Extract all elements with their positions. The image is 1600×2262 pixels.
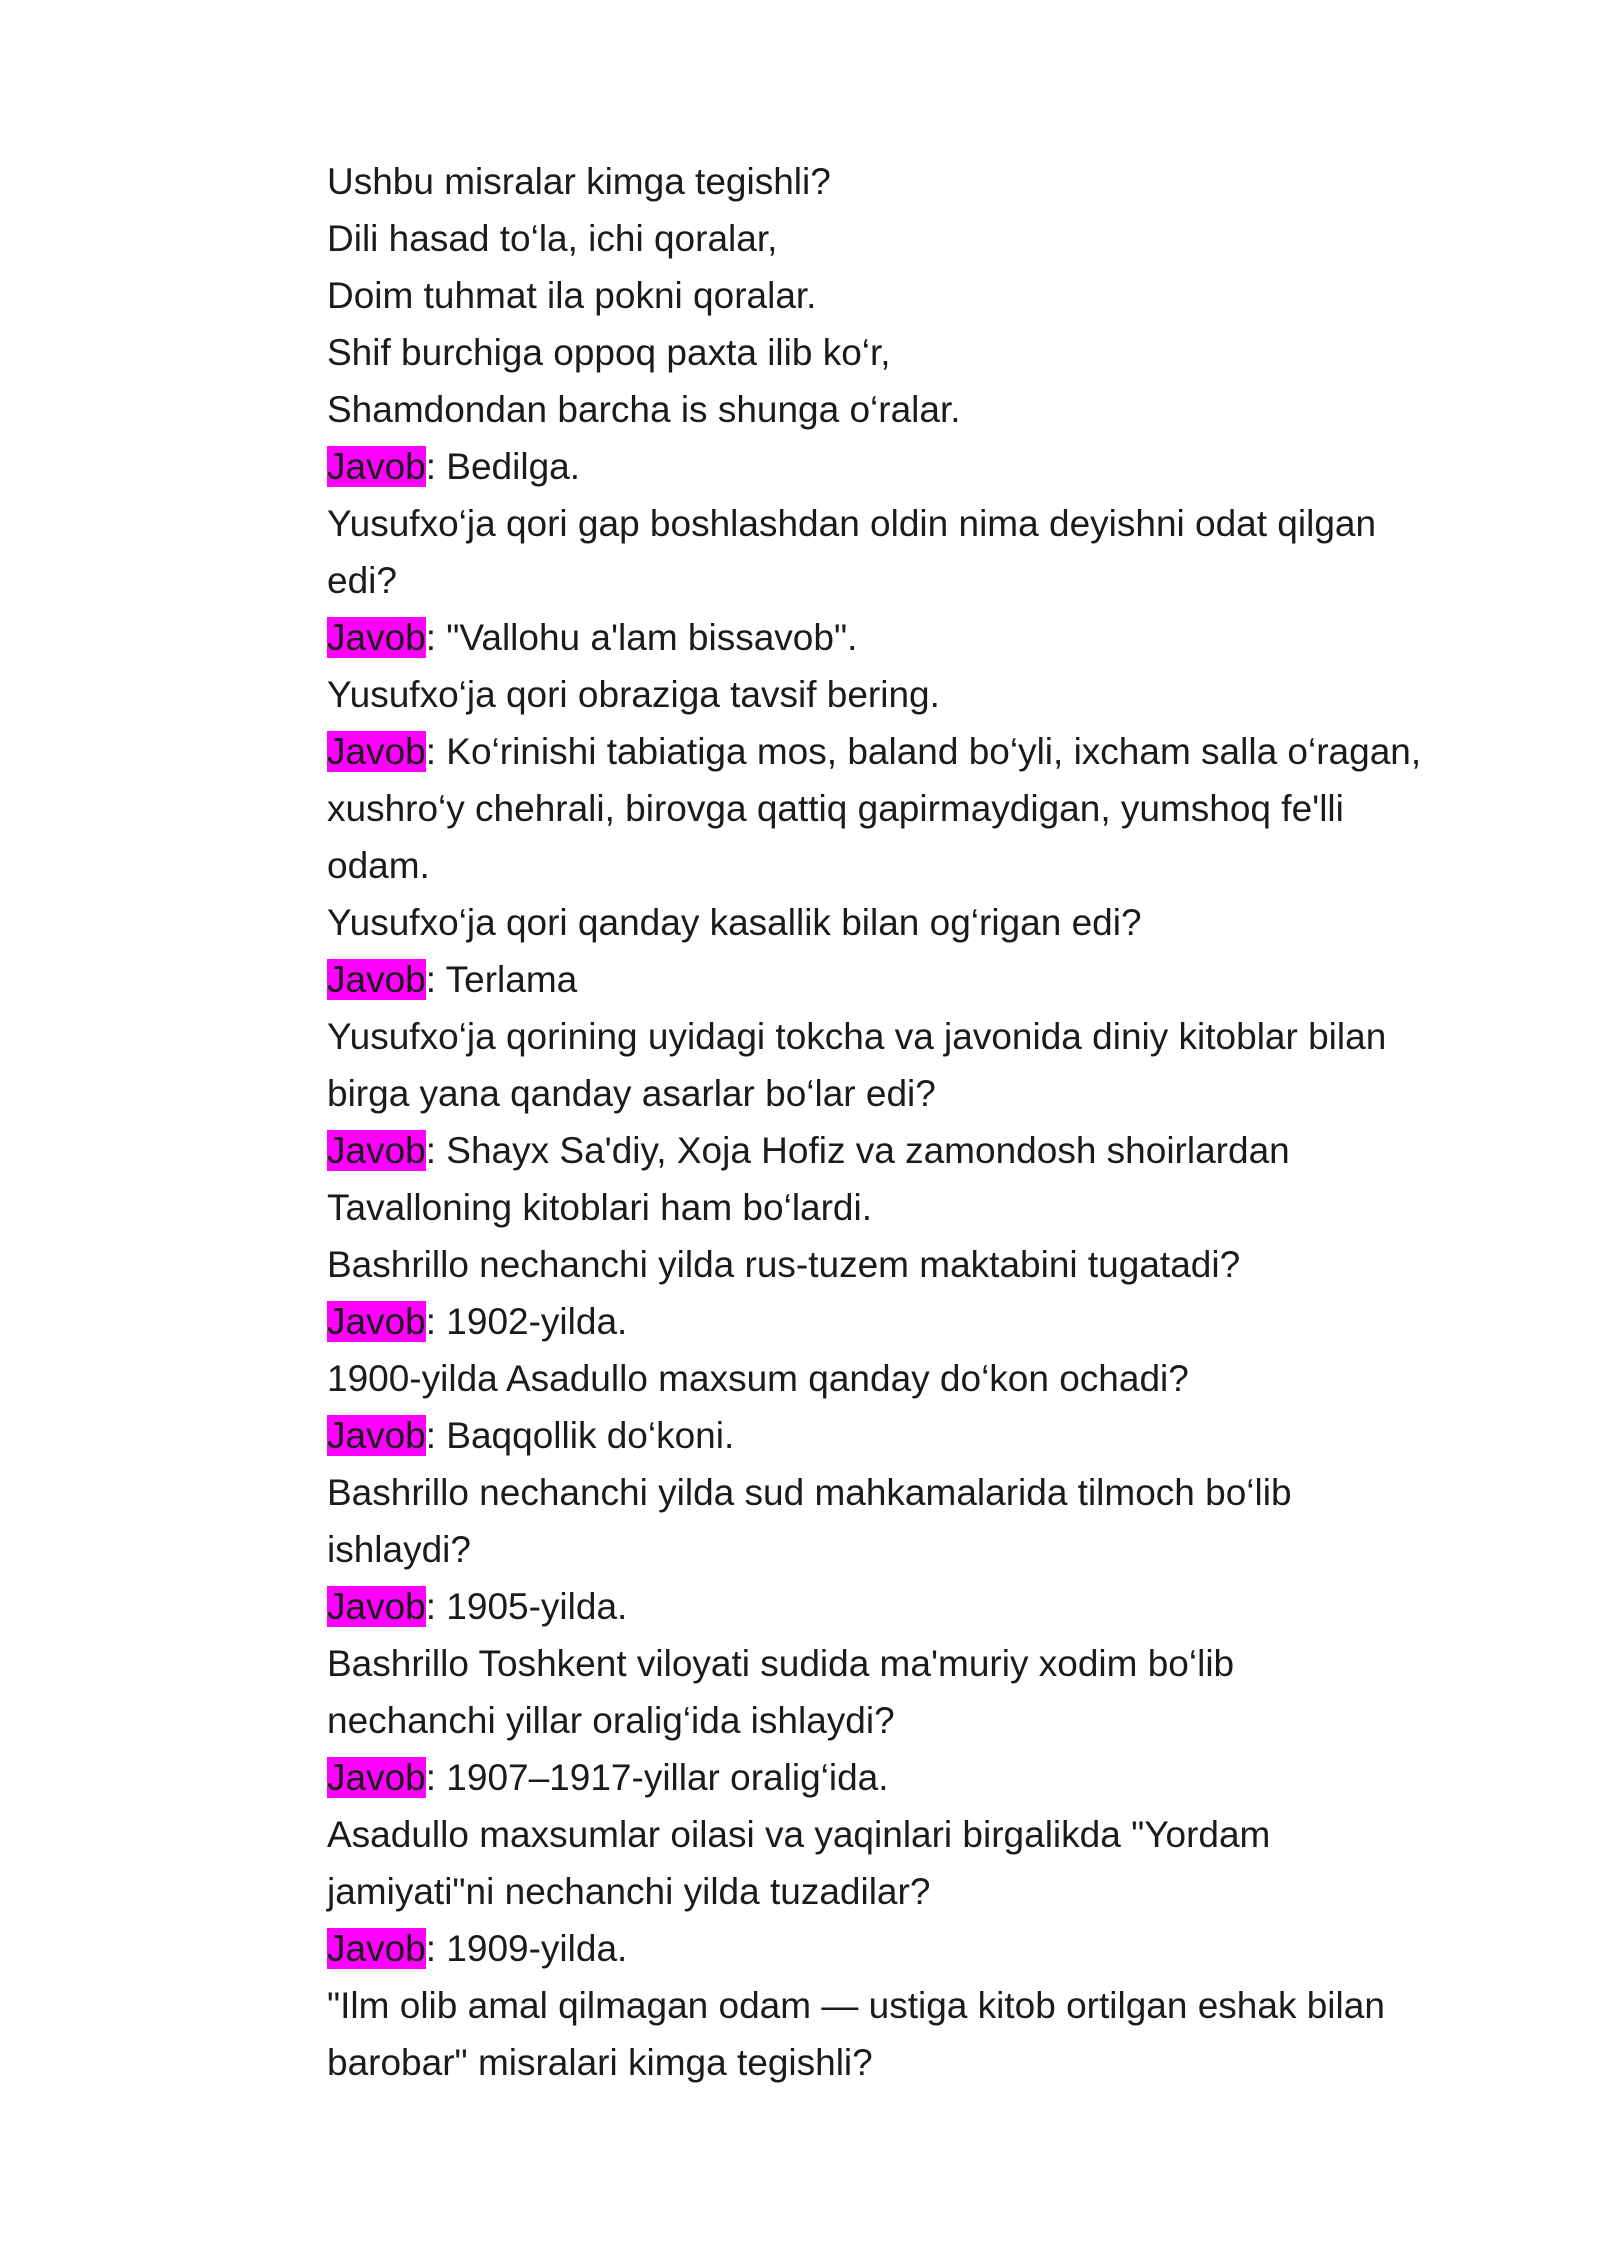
question-line: Bashrillo Toshkent viloyati sudida ma'muriy xodim bo‘lib [327,1643,1235,1684]
answer-text: : Terlama [425,959,578,1000]
answer-line [327,1407,1507,1464]
question-line: Yusufxo‘ja qori gap boshlashdan oldin nima deyishni odat qilgan [327,503,1377,544]
answer-label: Javob [327,1757,426,1798]
answer-line: odam. [327,845,430,886]
answer-label: Javob [327,446,426,487]
question-line: Yusufxo‘ja qori obraziga tavsif bering. [327,674,940,715]
answer-line: Tavalloning kitoblari ham bo‘lardi. [327,1187,873,1228]
answer-text: : 1905-yilda. [425,1586,628,1627]
answer-line [327,1293,1507,1350]
answer-text: : Baqqollik do‘koni. [425,1415,735,1456]
answer-line [327,723,1507,780]
document-page [327,153,1507,2091]
question-line: Shif burchiga oppoq paxta ilib ko‘r, [327,332,891,373]
answer-line: xushro‘y chehrali, birovga qattiq gapirmaydigan, yumshoq fe'lli [327,788,1344,829]
answer-text: : 1902-yilda. [425,1301,628,1342]
answer-label: Javob [327,731,426,772]
answer-line [327,1749,1507,1806]
answer-line [327,1122,1507,1179]
answer-line [327,951,1507,1008]
question-line: ishlaydi? [327,1529,471,1570]
question-line: birga yana qanday asarlar bo‘lar edi? [327,1073,936,1114]
answer-text: : 1907–1917-yillar oralig‘ida. [425,1757,889,1798]
answer-label: Javob [327,1928,426,1969]
answer-line [327,1578,1507,1635]
question-line: jamiyati"ni nechanchi yilda tuzadilar? [327,1871,931,1912]
answer-line [327,438,1507,495]
question-line: Doim tuhmat ila pokni qoralar. [327,275,817,316]
question-line: Asadullo maxsumlar oilasi va yaqinlari birgalikda "Yordam [327,1814,1271,1855]
question-line: "Ilm olib amal qilmagan odam — ustiga kitob ortilgan eshak bilan [327,1985,1385,2026]
question-line: nechanchi yillar oralig‘ida ishlaydi? [327,1700,895,1741]
question-line: edi? [327,560,397,601]
question-line: Bashrillo nechanchi yilda sud mahkamalarida tilmoch bo‘lib [327,1472,1292,1513]
question-line: Dili hasad to‘la, ichi qoralar, [327,218,778,259]
answer-text: : Ko‘rinishi tabiatiga mos, baland bo‘yli, ixcham salla o‘ragan, [425,731,1422,772]
answer-label: Javob [327,1415,426,1456]
answer-label: Javob [327,1301,426,1342]
answer-text: : 1909-yilda. [425,1928,628,1969]
question-line: Yusufxo‘ja qori qanday kasallik bilan og‘rigan edi? [327,902,1142,943]
question-line: Shamdondan barcha is shunga o‘ralar. [327,389,961,430]
question-line: Yusufxo‘ja qorining uyidagi tokcha va javonida diniy kitoblar bilan [327,1016,1387,1057]
answer-label: Javob [327,959,426,1000]
answer-line [327,609,1507,666]
answer-text: : Bedilga. [425,446,581,487]
question-line: Ushbu misralar kimga tegishli? [327,161,831,202]
answer-line [327,1920,1507,1977]
question-line: 1900-yilda Asadullo maxsum qanday do‘kon ochadi? [327,1358,1189,1399]
answer-label: Javob [327,617,426,658]
question-line: Bashrillo nechanchi yilda rus-tuzem maktabini tugatadi? [327,1244,1241,1285]
answer-text: : Shayx Sa'diy, Xoja Hofiz va zamondosh shoirlardan [425,1130,1290,1171]
question-line: barobar" misralari kimga tegishli? [327,2042,873,2083]
answer-text: : "Vallohu a'lam bissavob". [425,617,858,658]
answer-label: Javob [327,1130,426,1171]
answer-label: Javob [327,1586,426,1627]
